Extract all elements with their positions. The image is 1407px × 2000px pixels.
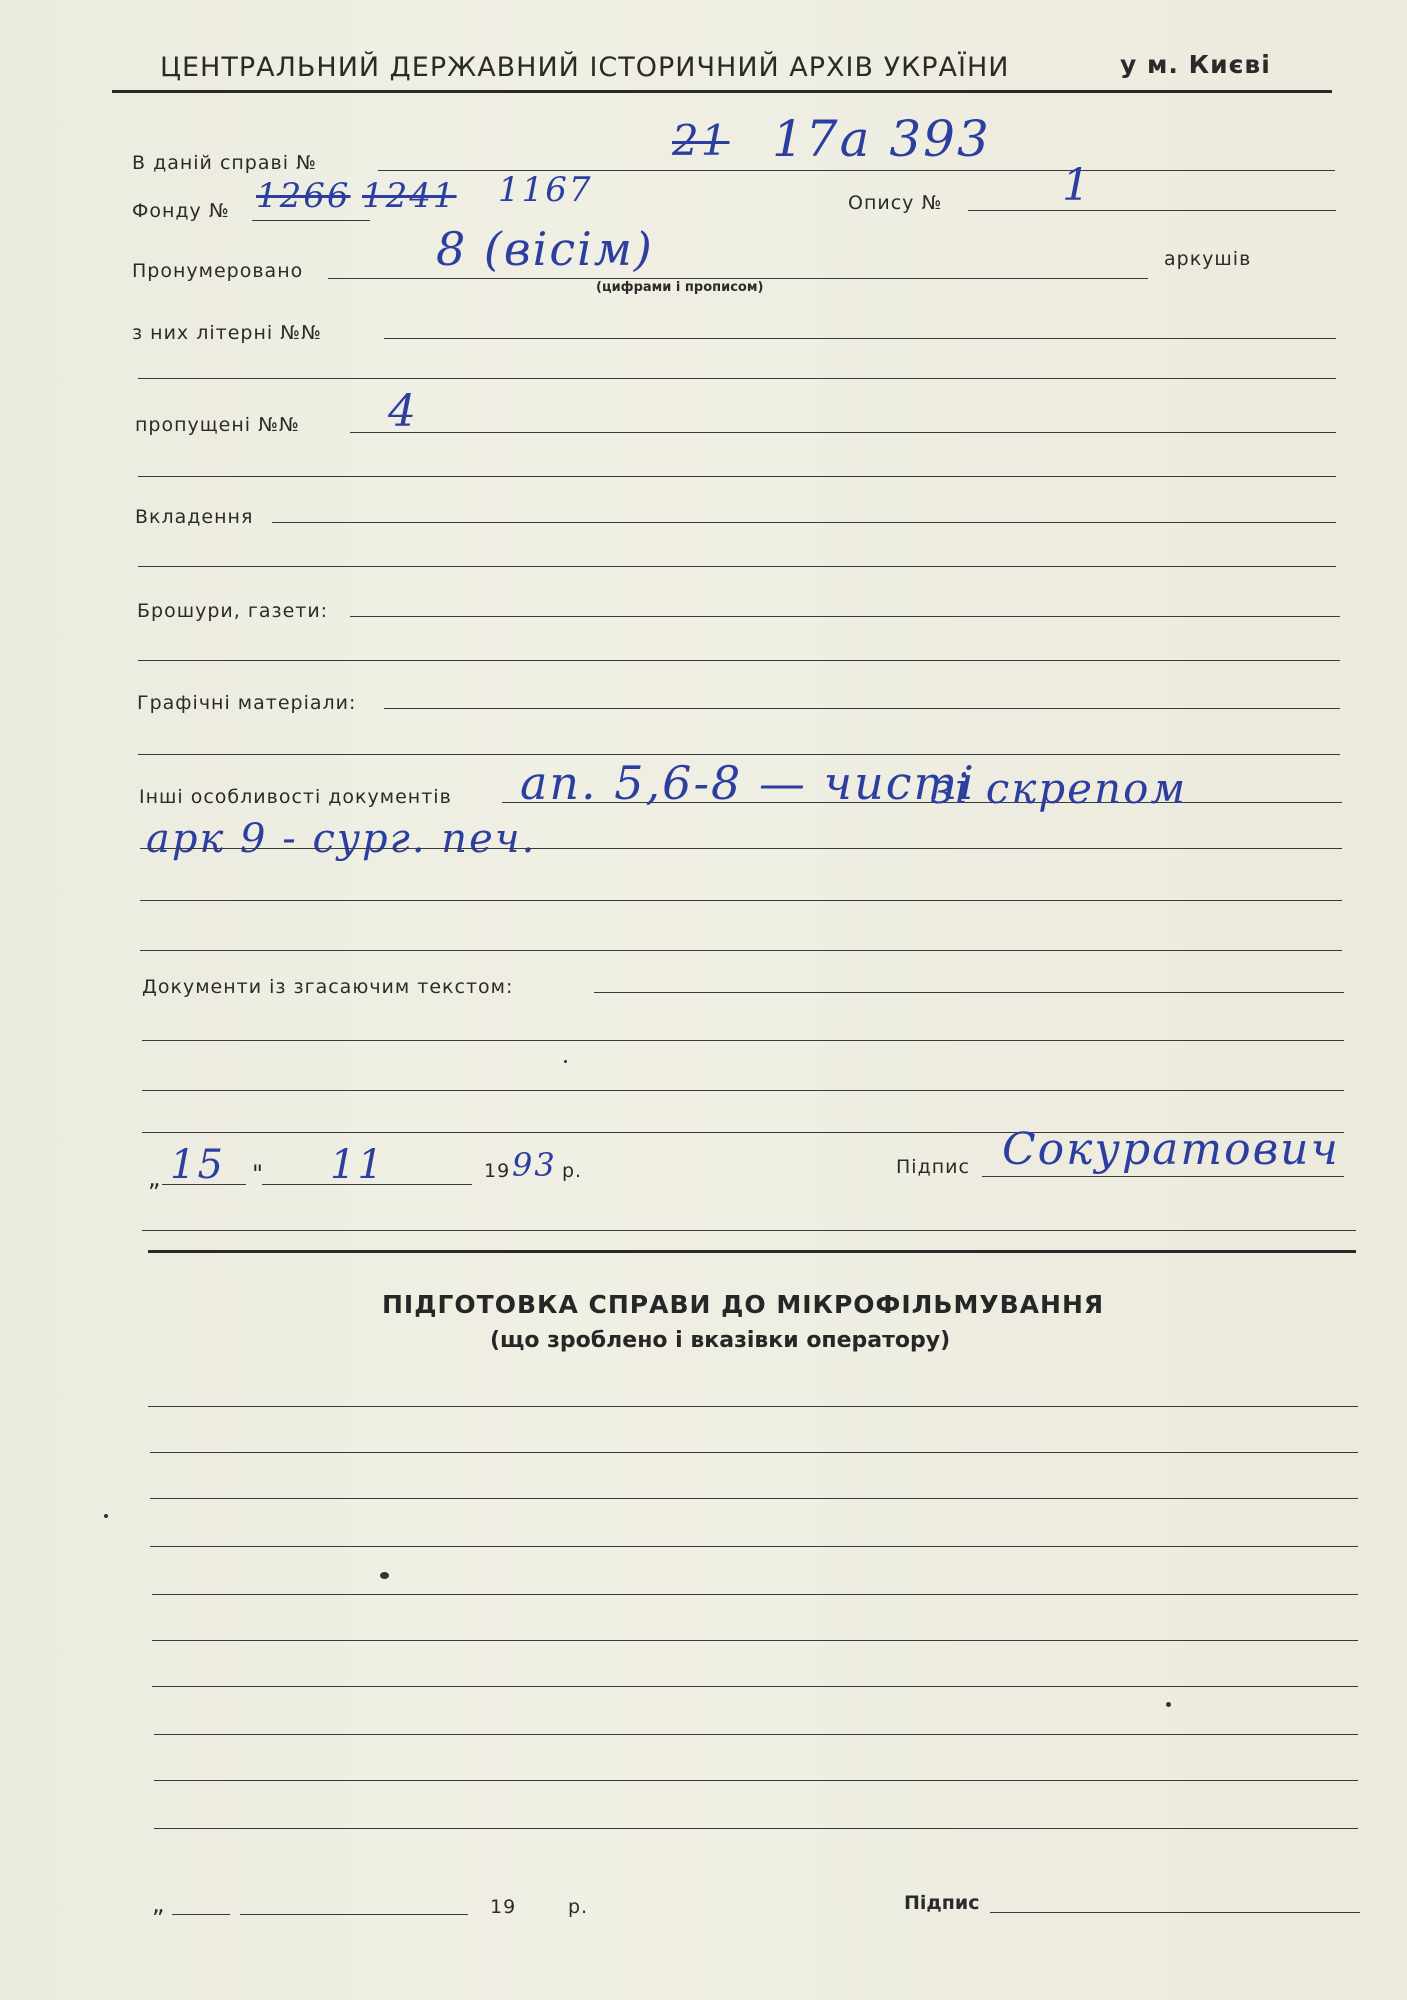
date-day: 15 <box>170 1142 225 1188</box>
bottom-date-quote: „ <box>152 1890 166 1918</box>
signature-label: Підпис <box>896 1156 970 1178</box>
numbered-line <box>328 278 1148 279</box>
bottom-day-line <box>172 1914 230 1915</box>
date-year: 93 <box>512 1146 557 1184</box>
lettered-line <box>384 338 1336 339</box>
sheets-value: 8 (вісім) <box>436 222 654 276</box>
section-divider-2 <box>148 1250 1356 1253</box>
ink-speck <box>1166 1702 1171 1707</box>
fond-value: 1167 <box>498 170 593 210</box>
microfilm-line-10 <box>154 1828 1358 1829</box>
microfilm-title: ПІДГОТОВКА СПРАВИ ДО МІКРОФІЛЬМУВАННЯ <box>382 1290 1105 1319</box>
sheets-label: аркушів <box>1164 248 1252 270</box>
section-divider-1 <box>142 1230 1356 1231</box>
graphics-line-2 <box>138 754 1340 755</box>
case-number-struck: 21 <box>672 116 730 165</box>
ink-speck <box>564 1060 567 1063</box>
ink-speck <box>104 1514 108 1518</box>
other-features-value-1b: зі скрепом <box>930 764 1188 813</box>
microfilm-line-1 <box>148 1406 1358 1407</box>
opys-value: 1 <box>1062 160 1092 211</box>
signature-line <box>982 1176 1344 1177</box>
header-rule <box>112 90 1332 93</box>
microfilm-line-5 <box>152 1594 1358 1595</box>
opys-line <box>968 210 1336 211</box>
microfilm-line-4 <box>150 1546 1358 1547</box>
numbered-label: Пронумеровано <box>132 260 304 282</box>
microfilm-line-7 <box>152 1686 1358 1687</box>
brochures-label: Брошури, газети: <box>137 600 329 622</box>
date-month: 11 <box>330 1142 385 1188</box>
fading-text-line-3 <box>142 1090 1344 1091</box>
other-features-value-1: ап. 5,6-8 — чисті <box>520 756 976 810</box>
lettered-label: з них літерні №№ <box>132 322 322 344</box>
archive-city: у м. Києві <box>1120 50 1271 79</box>
other-features-line-2 <box>140 848 1342 849</box>
brochures-line <box>350 616 1340 617</box>
case-number-label: В даній справі № <box>132 152 317 174</box>
bottom-year-prefix: 19 <box>490 1896 517 1918</box>
missed-line-2 <box>138 476 1336 477</box>
fading-text-line-2 <box>142 1040 1344 1041</box>
date-close-quote: " <box>252 1160 265 1188</box>
fading-text-label: Документи із згасаючим текстом: <box>142 976 514 998</box>
case-number-value: 17а 393 <box>772 110 991 168</box>
bottom-year-suffix: р. <box>568 1896 589 1918</box>
other-features-line-4 <box>140 950 1342 951</box>
bottom-month-line <box>240 1914 468 1915</box>
missed-value: 4 <box>388 386 418 437</box>
fond-line <box>252 220 370 221</box>
fond-label: Фонду № <box>132 200 230 222</box>
inserts-line-2 <box>138 566 1336 567</box>
microfilm-subtitle: (що зроблено і вказівки оператору) <box>490 1328 951 1353</box>
inserts-label: Вкладення <box>135 506 254 528</box>
microfilm-line-8 <box>154 1734 1358 1735</box>
bottom-signature-label: Підпис <box>904 1892 980 1914</box>
inserts-line <box>272 522 1336 523</box>
graphics-label: Графічні матеріали: <box>137 692 357 714</box>
archive-title: ЦЕНТРАЛЬНИЙ ДЕРЖАВНИЙ ІСТОРИЧНИЙ АРХІВ УКРАЇНИ <box>160 52 1010 83</box>
signature-value: Сокуратович <box>1002 1124 1340 1175</box>
graphics-line <box>384 708 1340 709</box>
microfilm-line-6 <box>152 1640 1358 1641</box>
other-features-line-3 <box>140 900 1342 901</box>
date-open-quote: „ <box>148 1164 162 1192</box>
fond-struck-2: 1241 <box>362 176 457 216</box>
lettered-line-2 <box>138 378 1336 379</box>
bottom-signature-line <box>990 1912 1360 1913</box>
brochures-line-2 <box>138 660 1340 661</box>
year-prefix: 19 <box>484 1160 511 1182</box>
opys-label: Опису № <box>848 192 943 214</box>
microfilm-line-3 <box>150 1498 1358 1499</box>
year-suffix: р. <box>562 1160 583 1182</box>
microfilm-line-2 <box>150 1452 1358 1453</box>
microfilm-line-9 <box>154 1780 1358 1781</box>
other-features-value-2: арк 9 - сург. печ. <box>146 816 537 862</box>
other-features-label: Інші особливості документів <box>139 786 452 808</box>
fond-struck-1: 1266 <box>256 176 351 216</box>
numbered-hint: (цифрами і прописом) <box>596 280 764 295</box>
ink-speck <box>380 1572 389 1579</box>
missed-line <box>350 432 1336 433</box>
missed-label: пропущені №№ <box>135 414 300 436</box>
fading-text-line <box>594 992 1344 993</box>
